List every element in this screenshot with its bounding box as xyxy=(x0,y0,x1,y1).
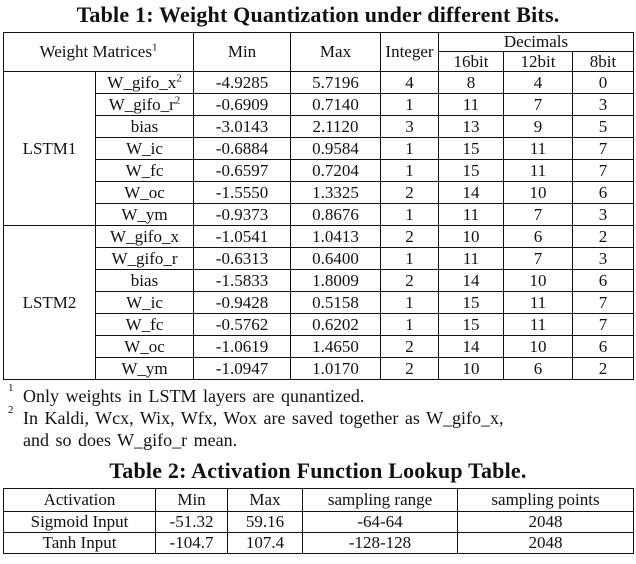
cell-8bit: 2 xyxy=(573,358,634,380)
cell-12bit: 4 xyxy=(504,72,573,94)
cell-12bit: 7 xyxy=(504,248,573,270)
cell-16bit: 10 xyxy=(439,226,504,248)
header-max: Max xyxy=(291,33,381,72)
header-12bit: 12bit xyxy=(504,52,573,72)
cell-16bit: 14 xyxy=(439,270,504,292)
cell-max: 0.5158 xyxy=(291,292,381,314)
paper-page xyxy=(0,2,636,554)
cell-max: 2.1120 xyxy=(291,116,381,138)
cell-max: 0.6400 xyxy=(291,248,381,270)
cell-matrix-name: W_ic xyxy=(96,292,194,314)
cell-integer: 2 xyxy=(381,270,439,292)
cell-integer: 1 xyxy=(381,138,439,160)
table-row xyxy=(4,358,634,380)
weight-quantization-table xyxy=(3,32,634,380)
cell-8bit: 6 xyxy=(573,336,634,358)
cell-max: 1.0170 xyxy=(291,358,381,380)
cell-max: 0.7140 xyxy=(291,94,381,116)
table-row xyxy=(4,314,634,336)
cell-12bit: 6 xyxy=(504,226,573,248)
cell-matrix-name: W_oc xyxy=(96,182,194,204)
cell-8bit: 5 xyxy=(573,116,634,138)
cell-min: -1.0541 xyxy=(194,226,291,248)
cell-8bit: 2 xyxy=(573,226,634,248)
cell-max: 0.6202 xyxy=(291,314,381,336)
matrix-name-label: W_gifo_x xyxy=(107,73,177,92)
cell-8bit: 7 xyxy=(573,160,634,182)
footnote-ref-2: 2 xyxy=(174,94,181,107)
cell-16bit: 13 xyxy=(439,116,504,138)
cell-min: -0.6313 xyxy=(194,248,291,270)
cell-matrix-name: W_oc xyxy=(96,336,194,358)
header-min: Min xyxy=(194,33,291,72)
cell-min: -0.6909 xyxy=(194,94,291,116)
cell-integer: 2 xyxy=(381,336,439,358)
cell-sampling-range: -64-64 xyxy=(303,512,458,533)
cell-matrix-name xyxy=(96,72,194,94)
header-weight-matrices xyxy=(4,33,194,72)
cell-8bit: 7 xyxy=(573,138,634,160)
header-8bit: 8bit xyxy=(573,52,634,72)
cell-min: -1.0947 xyxy=(194,358,291,380)
cell-matrix-name xyxy=(96,94,194,116)
header-sampling-range: sampling range xyxy=(303,489,458,512)
cell-max: 0.8676 xyxy=(291,204,381,226)
cell-16bit: 10 xyxy=(439,358,504,380)
cell-max: 0.7204 xyxy=(291,160,381,182)
table1-caption: Table 1: Weight Quantization under different Bits. xyxy=(76,2,560,27)
cell-matrix-name: W_gifo_x xyxy=(96,226,194,248)
table-row xyxy=(4,116,634,138)
cell-16bit: 8 xyxy=(439,72,504,94)
cell-max: 1.0413 xyxy=(291,226,381,248)
table2-caption: Table 2: Activation Function Lookup Table. xyxy=(109,458,527,483)
cell-8bit: 6 xyxy=(573,182,634,204)
cell-min: -0.6884 xyxy=(194,138,291,160)
cell-activation: Sigmoid Input xyxy=(4,512,156,533)
cell-integer: 1 xyxy=(381,314,439,336)
cell-12bit: 11 xyxy=(504,292,573,314)
table-row xyxy=(4,72,634,94)
cell-group-lstm2: LSTM2 xyxy=(4,226,96,380)
header-integer: Integer xyxy=(381,33,439,72)
table-row xyxy=(4,94,634,116)
cell-integer: 1 xyxy=(381,160,439,182)
cell-12bit: 6 xyxy=(504,358,573,380)
cell-min: -4.9285 xyxy=(194,72,291,94)
cell-8bit: 6 xyxy=(573,270,634,292)
cell-12bit: 10 xyxy=(504,336,573,358)
cell-16bit: 14 xyxy=(439,336,504,358)
cell-max: 5.7196 xyxy=(291,72,381,94)
cell-max: 0.9584 xyxy=(291,138,381,160)
cell-integer: 2 xyxy=(381,182,439,204)
cell-max: 1.8009 xyxy=(291,270,381,292)
cell-integer: 2 xyxy=(381,358,439,380)
footnote-2-text-line2: and so does W_gifo_r mean. xyxy=(23,430,238,450)
cell-matrix-name: bias xyxy=(96,116,194,138)
cell-min: -104.7 xyxy=(156,533,228,554)
cell-max: 107.4 xyxy=(228,533,303,554)
cell-min: -1.0619 xyxy=(194,336,291,358)
cell-8bit: 3 xyxy=(573,248,634,270)
cell-8bit: 0 xyxy=(573,72,634,94)
table-row xyxy=(4,512,634,533)
cell-12bit: 11 xyxy=(504,138,573,160)
cell-12bit: 7 xyxy=(504,94,573,116)
cell-matrix-name: W_fc xyxy=(96,160,194,182)
cell-min: -0.9428 xyxy=(194,292,291,314)
table-row xyxy=(4,248,634,270)
table-row xyxy=(4,226,634,248)
cell-12bit: 11 xyxy=(504,314,573,336)
cell-min: -0.5762 xyxy=(194,314,291,336)
cell-16bit: 15 xyxy=(439,314,504,336)
cell-8bit: 3 xyxy=(573,204,634,226)
table-row xyxy=(4,160,634,182)
table1-footnotes xyxy=(5,382,633,451)
cell-integer: 4 xyxy=(381,72,439,94)
cell-16bit: 11 xyxy=(439,248,504,270)
table-row xyxy=(4,204,634,226)
cell-integer: 1 xyxy=(381,204,439,226)
footnote-2-text-line1: In Kaldi, Wcx, Wix, Wfx, Wox are saved together as W_gifo_x, xyxy=(23,408,504,428)
header-decimals: Decimals xyxy=(439,33,634,52)
header-weight-matrices-label: Weight Matrices xyxy=(39,42,152,61)
table-row xyxy=(4,138,634,160)
cell-8bit: 7 xyxy=(573,314,634,336)
cell-8bit: 3 xyxy=(573,94,634,116)
cell-matrix-name: W_ym xyxy=(96,358,194,380)
cell-integer: 3 xyxy=(381,116,439,138)
cell-16bit: 15 xyxy=(439,160,504,182)
cell-min: -51.32 xyxy=(156,512,228,533)
table-row xyxy=(4,292,634,314)
cell-12bit: 10 xyxy=(504,182,573,204)
cell-min: -3.0143 xyxy=(194,116,291,138)
cell-matrix-name: W_ym xyxy=(96,204,194,226)
cell-sampling-range: -128-128 xyxy=(303,533,458,554)
footnote-ref-2: 2 xyxy=(176,72,182,85)
cell-8bit: 7 xyxy=(573,292,634,314)
cell-min: -0.9373 xyxy=(194,204,291,226)
footnote-1-text: Only weights in LSTM layers are qunantized. xyxy=(23,386,365,406)
header-activation: Activation xyxy=(4,489,156,512)
cell-group-lstm1: LSTM1 xyxy=(4,72,96,226)
table-header-row xyxy=(4,33,634,52)
header-sampling-points: sampling points xyxy=(458,489,634,512)
cell-activation: Tanh Input xyxy=(4,533,156,554)
header-max: Max xyxy=(228,489,303,512)
table-row xyxy=(4,336,634,358)
footnote-ref-1: 1 xyxy=(151,41,158,54)
cell-min: -0.6597 xyxy=(194,160,291,182)
cell-integer: 1 xyxy=(381,292,439,314)
cell-16bit: 15 xyxy=(439,138,504,160)
cell-12bit: 9 xyxy=(504,116,573,138)
cell-matrix-name: W_ic xyxy=(96,138,194,160)
cell-16bit: 11 xyxy=(439,94,504,116)
cell-sampling-points: 2048 xyxy=(458,512,634,533)
cell-16bit: 15 xyxy=(439,292,504,314)
matrix-name-label: W_gifo_r xyxy=(108,95,175,114)
table-row xyxy=(4,182,634,204)
cell-matrix-name: bias xyxy=(96,270,194,292)
cell-16bit: 11 xyxy=(439,204,504,226)
table-row xyxy=(4,533,634,554)
cell-max: 1.4650 xyxy=(291,336,381,358)
footnote-1: 1 Only weights in LSTM layers are qunantized. xyxy=(8,382,365,406)
cell-integer: 1 xyxy=(381,94,439,116)
table-row xyxy=(4,270,634,292)
cell-min: -1.5550 xyxy=(194,182,291,204)
cell-max: 1.3325 xyxy=(291,182,381,204)
cell-12bit: 11 xyxy=(504,160,573,182)
footnote-2: 2 In Kaldi, Wcx, Wix, Wfx, Wox are saved together as W_gifo_x, and so does W_gifo_r mean. xyxy=(8,404,504,450)
cell-max: 59.16 xyxy=(228,512,303,533)
cell-integer: 1 xyxy=(381,248,439,270)
cell-sampling-points: 2048 xyxy=(458,533,634,554)
cell-matrix-name: W_fc xyxy=(96,314,194,336)
cell-12bit: 10 xyxy=(504,270,573,292)
cell-16bit: 14 xyxy=(439,182,504,204)
cell-min: -1.5833 xyxy=(194,270,291,292)
activation-lookup-table xyxy=(3,488,634,554)
header-16bit: 16bit xyxy=(439,52,504,72)
cell-12bit: 7 xyxy=(504,204,573,226)
table-header-row xyxy=(4,489,634,512)
header-min: Min xyxy=(156,489,228,512)
cell-integer: 2 xyxy=(381,226,439,248)
cell-matrix-name: W_gifo_r xyxy=(96,248,194,270)
